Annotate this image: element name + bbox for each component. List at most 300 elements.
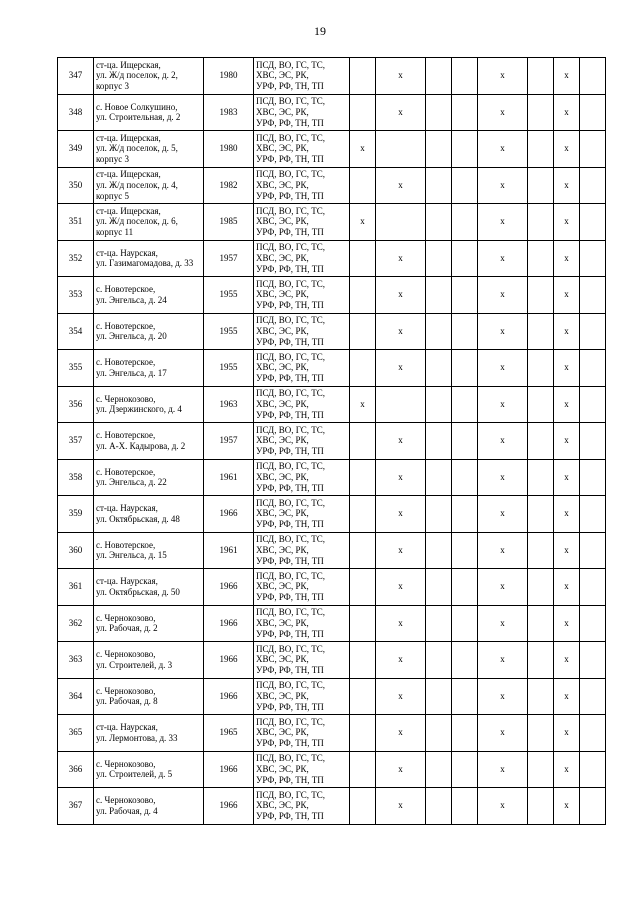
mark-cell — [528, 459, 554, 496]
address-line: корпус 5 — [96, 190, 129, 201]
address-line: ул. Октябрьская, д. 50 — [96, 586, 180, 597]
address-line: ст-ца. Ищерская, — [96, 132, 161, 143]
address-line: ул. Ж/д поселок, д. 6, — [96, 216, 178, 227]
mark-cell — [580, 423, 606, 460]
address-line: ул. Энгельса, д. 20 — [96, 331, 167, 342]
mark-cell: x — [554, 678, 580, 715]
mark-cell — [528, 569, 554, 606]
services-line: ПСД, ВО, ГС, ТС, — [256, 716, 326, 727]
year-cell: 1966 — [204, 569, 254, 606]
services-line: ПСД, ВО, ГС, ТС, — [256, 424, 326, 435]
mark-cell: x — [376, 788, 426, 825]
table-row — [58, 642, 606, 679]
services-line: ХВС, ЭС, РК, — [256, 800, 309, 811]
address-cell — [94, 678, 204, 715]
mark-cell — [452, 350, 478, 387]
services-line: ПСД, ВО, ГС, ТС, — [256, 59, 326, 70]
services-cell — [254, 751, 350, 788]
services-line: ХВС, ЭС, РК, — [256, 508, 309, 519]
address-line: с. Новотерское, — [96, 320, 156, 331]
mark-cell: x — [554, 496, 580, 533]
mark-cell: x — [554, 240, 580, 277]
mark-cell: x — [376, 423, 426, 460]
services-line: УРФ, РФ, ТН, ТП — [256, 555, 324, 566]
mark-cell — [580, 788, 606, 825]
services-line: УРФ, РФ, ТН, ТП — [256, 811, 324, 822]
services-line: ПСД, ВО, ГС, ТС, — [256, 753, 326, 764]
address-line: ул. Дзержинского, д. 4 — [96, 404, 182, 415]
mark-cell — [452, 751, 478, 788]
mark-cell — [426, 496, 452, 533]
table-row — [58, 350, 606, 387]
mark-cell — [528, 423, 554, 460]
mark-cell: x — [376, 496, 426, 533]
mark-cell: x — [554, 94, 580, 131]
address-line: ул. Ж/д поселок, д. 2, — [96, 70, 178, 81]
mark-cell — [426, 240, 452, 277]
mark-cell: x — [478, 496, 528, 533]
row-number: 363 — [58, 642, 94, 679]
services-line: ХВС, ЭС, РК, — [256, 325, 309, 336]
mark-cell — [452, 204, 478, 241]
table-row — [58, 58, 606, 95]
row-number: 357 — [58, 423, 94, 460]
mark-cell: x — [478, 605, 528, 642]
mark-cell: x — [376, 642, 426, 679]
mark-cell: x — [478, 423, 528, 460]
mark-cell — [580, 58, 606, 95]
mark-cell — [426, 277, 452, 314]
row-number: 359 — [58, 496, 94, 533]
services-cell — [254, 459, 350, 496]
address-cell — [94, 532, 204, 569]
services-cell — [254, 94, 350, 131]
address-line: ст-ца. Ищерская, — [96, 205, 161, 216]
mark-cell — [426, 350, 452, 387]
mark-cell: x — [478, 94, 528, 131]
year-cell: 1966 — [204, 642, 254, 679]
services-cell — [254, 58, 350, 95]
address-cell — [94, 751, 204, 788]
address-line: ул. Рабочая, д. 4 — [96, 805, 158, 816]
mark-cell: x — [478, 715, 528, 752]
mark-cell — [580, 386, 606, 423]
mark-cell: x — [554, 204, 580, 241]
mark-cell: x — [478, 204, 528, 241]
mark-cell: x — [350, 204, 376, 241]
address-line: с. Чернокозово, — [96, 649, 156, 660]
address-line: корпус 11 — [96, 227, 134, 238]
mark-cell — [350, 423, 376, 460]
address-line: ст-ца. Наурская, — [96, 722, 158, 733]
services-line: УРФ, РФ, ТН, ТП — [256, 81, 324, 92]
mark-cell: x — [478, 167, 528, 204]
address-line: ул. Газимагомадова, д. 33 — [96, 258, 194, 269]
mark-cell — [426, 532, 452, 569]
services-cell — [254, 788, 350, 825]
mark-cell — [452, 715, 478, 752]
year-cell: 1966 — [204, 751, 254, 788]
address-line: ул. Рабочая, д. 2 — [96, 623, 158, 634]
services-line: УРФ, РФ, ТН, ТП — [256, 628, 324, 639]
mark-cell — [426, 204, 452, 241]
mark-cell: x — [478, 313, 528, 350]
table-row — [58, 131, 606, 168]
year-cell: 1966 — [204, 788, 254, 825]
table-row — [58, 240, 606, 277]
table-row — [58, 605, 606, 642]
row-number: 364 — [58, 678, 94, 715]
mark-cell: x — [554, 277, 580, 314]
services-line: ПСД, ВО, ГС, ТС, — [256, 96, 326, 107]
mark-cell: x — [554, 569, 580, 606]
address-cell — [94, 167, 204, 204]
year-cell: 1955 — [204, 313, 254, 350]
services-line: ПСД, ВО, ГС, ТС, — [256, 351, 326, 362]
mark-cell — [580, 313, 606, 350]
address-line: ст-ца. Наурская, — [96, 576, 158, 587]
address-cell — [94, 788, 204, 825]
address-cell — [94, 715, 204, 752]
address-line: с. Новотерское, — [96, 466, 156, 477]
services-cell — [254, 423, 350, 460]
mark-cell: x — [350, 131, 376, 168]
address-line: ст-ца. Ищерская, — [96, 169, 161, 180]
mark-cell — [528, 496, 554, 533]
mark-cell — [528, 642, 554, 679]
address-line: корпус 3 — [96, 81, 129, 92]
services-cell — [254, 350, 350, 387]
services-line: ХВС, ЭС, РК, — [256, 143, 309, 154]
mark-cell — [452, 496, 478, 533]
mark-cell — [580, 459, 606, 496]
mark-cell: x — [478, 751, 528, 788]
services-line: ПСД, ВО, ГС, ТС, — [256, 278, 326, 289]
mark-cell — [580, 605, 606, 642]
row-number: 355 — [58, 350, 94, 387]
mark-cell — [452, 240, 478, 277]
services-line: УРФ, РФ, ТН, ТП — [256, 482, 324, 493]
mark-cell — [452, 459, 478, 496]
mark-cell: x — [478, 788, 528, 825]
mark-cell: x — [376, 313, 426, 350]
page-number: 19 — [314, 24, 326, 38]
services-line: ХВС, ЭС, РК, — [256, 654, 309, 665]
mark-cell — [452, 277, 478, 314]
services-cell — [254, 167, 350, 204]
row-number: 352 — [58, 240, 94, 277]
mark-cell: x — [554, 131, 580, 168]
mark-cell — [350, 496, 376, 533]
table-row — [58, 788, 606, 825]
mark-cell — [350, 715, 376, 752]
mark-cell — [580, 131, 606, 168]
mark-cell — [426, 715, 452, 752]
address-line: с. Новотерское, — [96, 357, 156, 368]
table-body — [58, 58, 606, 825]
mark-cell: x — [478, 386, 528, 423]
mark-cell — [580, 350, 606, 387]
address-line: с. Чернокозово, — [96, 758, 156, 769]
address-line: ул. Энгельса, д. 24 — [96, 294, 167, 305]
table-row — [58, 459, 606, 496]
address-line: с. Новое Солкушино, — [96, 101, 178, 112]
services-line: ХВС, ЭС, РК, — [256, 398, 309, 409]
row-number: 360 — [58, 532, 94, 569]
services-cell — [254, 605, 350, 642]
mark-cell — [350, 167, 376, 204]
mark-cell: x — [554, 642, 580, 679]
mark-cell — [426, 386, 452, 423]
mark-cell — [452, 167, 478, 204]
mark-cell — [452, 423, 478, 460]
address-line: ст-ца. Наурская, — [96, 247, 158, 258]
mark-cell — [426, 167, 452, 204]
mark-cell — [528, 204, 554, 241]
mark-cell: x — [376, 240, 426, 277]
services-line: УРФ, РФ, ТН, ТП — [256, 701, 324, 712]
mark-cell — [452, 131, 478, 168]
year-cell: 1980 — [204, 131, 254, 168]
address-line: с. Чернокозово, — [96, 393, 156, 404]
mark-cell — [580, 569, 606, 606]
services-cell — [254, 131, 350, 168]
mark-cell: x — [478, 58, 528, 95]
services-line: ПСД, ВО, ГС, ТС, — [256, 607, 326, 618]
table-row — [58, 678, 606, 715]
mark-cell — [350, 94, 376, 131]
address-cell — [94, 496, 204, 533]
mark-cell — [580, 240, 606, 277]
mark-cell — [528, 788, 554, 825]
mark-cell — [426, 58, 452, 95]
row-number: 354 — [58, 313, 94, 350]
mark-cell — [580, 496, 606, 533]
services-line: ХВС, ЭС, РК, — [256, 690, 309, 701]
address-line: с. Новотерское, — [96, 284, 156, 295]
address-line: корпус 3 — [96, 154, 129, 165]
mark-cell: x — [554, 788, 580, 825]
services-line: ПСД, ВО, ГС, ТС, — [256, 315, 326, 326]
address-line: ул. Энгельса, д. 17 — [96, 367, 167, 378]
mark-cell — [376, 204, 426, 241]
mark-cell — [350, 350, 376, 387]
mark-cell: x — [554, 459, 580, 496]
services-line: УРФ, РФ, ТН, ТП — [256, 665, 324, 676]
mark-cell: x — [554, 313, 580, 350]
mark-cell — [452, 386, 478, 423]
address-line: ул. Ж/д поселок, д. 4, — [96, 179, 178, 190]
services-line: ХВС, ЭС, РК, — [256, 289, 309, 300]
address-line: ул. Ж/д поселок, д. 5, — [96, 143, 178, 154]
services-line: ПСД, ВО, ГС, ТС, — [256, 205, 326, 216]
mark-cell — [528, 678, 554, 715]
mark-cell — [350, 277, 376, 314]
services-line: ПСД, ВО, ГС, ТС, — [256, 388, 326, 399]
services-line: ПСД, ВО, ГС, ТС, — [256, 534, 326, 545]
mark-cell: x — [478, 532, 528, 569]
mark-cell — [452, 313, 478, 350]
mark-cell: x — [554, 423, 580, 460]
services-cell — [254, 240, 350, 277]
address-line: ст-ца. Ищерская, — [96, 59, 161, 70]
services-line: УРФ, РФ, ТН, ТП — [256, 446, 324, 457]
mark-cell — [350, 58, 376, 95]
services-line: УРФ, РФ, ТН, ТП — [256, 592, 324, 603]
mark-cell — [528, 94, 554, 131]
services-line: ХВС, ЭС, РК, — [256, 763, 309, 774]
mark-cell — [528, 58, 554, 95]
services-line: ПСД, ВО, ГС, ТС, — [256, 643, 326, 654]
services-line: ХВС, ЭС, РК, — [256, 362, 309, 373]
address-cell — [94, 459, 204, 496]
services-line: УРФ, РФ, ТН, ТП — [256, 409, 324, 420]
address-line: ул. Лермонтова, д. 33 — [96, 732, 178, 743]
services-cell — [254, 642, 350, 679]
services-line: УРФ, РФ, ТН, ТП — [256, 738, 324, 749]
mark-cell: x — [554, 167, 580, 204]
services-line: ПСД, ВО, ГС, ТС, — [256, 570, 326, 581]
year-cell: 1957 — [204, 423, 254, 460]
mark-cell: x — [478, 240, 528, 277]
table-row — [58, 569, 606, 606]
services-line: ХВС, ЭС, РК, — [256, 617, 309, 628]
mark-cell: x — [554, 386, 580, 423]
services-line: ХВС, ЭС, РК, — [256, 179, 309, 190]
table-row — [58, 313, 606, 350]
mark-cell: x — [554, 605, 580, 642]
mark-cell — [580, 751, 606, 788]
year-cell: 1966 — [204, 496, 254, 533]
row-number: 361 — [58, 569, 94, 606]
year-cell: 1985 — [204, 204, 254, 241]
mark-cell — [580, 167, 606, 204]
mark-cell: x — [554, 58, 580, 95]
services-cell — [254, 569, 350, 606]
table-row — [58, 386, 606, 423]
mark-cell — [350, 605, 376, 642]
mark-cell: x — [376, 459, 426, 496]
address-cell — [94, 94, 204, 131]
row-number: 349 — [58, 131, 94, 168]
mark-cell — [580, 94, 606, 131]
row-number: 356 — [58, 386, 94, 423]
year-cell: 1955 — [204, 277, 254, 314]
services-line: ПСД, ВО, ГС, ТС, — [256, 461, 326, 472]
services-cell — [254, 277, 350, 314]
mark-cell: x — [478, 350, 528, 387]
services-cell — [254, 715, 350, 752]
mark-cell — [452, 58, 478, 95]
row-number: 347 — [58, 58, 94, 95]
mark-cell — [350, 751, 376, 788]
table-row — [58, 204, 606, 241]
services-line: УРФ, РФ, ТН, ТП — [256, 154, 324, 165]
services-line: ХВС, ЭС, РК, — [256, 216, 309, 227]
mark-cell — [350, 459, 376, 496]
mark-cell — [528, 313, 554, 350]
mark-cell — [426, 423, 452, 460]
address-line: ул. Октябрьская, д. 48 — [96, 513, 180, 524]
services-line: УРФ, РФ, ТН, ТП — [256, 300, 324, 311]
services-cell — [254, 532, 350, 569]
mark-cell — [580, 678, 606, 715]
services-line: ПСД, ВО, ГС, ТС, — [256, 680, 326, 691]
mark-cell: x — [478, 131, 528, 168]
row-number: 350 — [58, 167, 94, 204]
mark-cell — [452, 788, 478, 825]
mark-cell: x — [554, 715, 580, 752]
mark-cell: x — [376, 751, 426, 788]
mark-cell: x — [478, 459, 528, 496]
services-line: ХВС, ЭС, РК, — [256, 727, 309, 738]
mark-cell — [528, 277, 554, 314]
mark-cell: x — [376, 605, 426, 642]
year-cell: 1965 — [204, 715, 254, 752]
mark-cell: x — [478, 277, 528, 314]
row-number: 353 — [58, 277, 94, 314]
address-cell — [94, 204, 204, 241]
services-line: УРФ, РФ, ТН, ТП — [256, 227, 324, 238]
services-line: ХВС, ЭС, РК, — [256, 544, 309, 555]
address-line: ст-ца. Наурская, — [96, 503, 158, 514]
mark-cell: x — [376, 532, 426, 569]
year-cell: 1963 — [204, 386, 254, 423]
mark-cell: x — [376, 678, 426, 715]
row-number: 351 — [58, 204, 94, 241]
services-line: ХВС, ЭС, РК, — [256, 106, 309, 117]
year-cell: 1957 — [204, 240, 254, 277]
mark-cell — [426, 313, 452, 350]
row-number: 358 — [58, 459, 94, 496]
row-number: 365 — [58, 715, 94, 752]
services-line: УРФ, РФ, ТН, ТП — [256, 373, 324, 384]
mark-cell — [528, 240, 554, 277]
mark-cell: x — [376, 277, 426, 314]
table-row — [58, 715, 606, 752]
mark-cell — [426, 605, 452, 642]
table-row — [58, 423, 606, 460]
services-line: ПСД, ВО, ГС, ТС, — [256, 132, 326, 143]
services-line: УРФ, РФ, ТН, ТП — [256, 774, 324, 785]
table-row — [58, 496, 606, 533]
year-cell: 1961 — [204, 459, 254, 496]
mark-cell: x — [376, 350, 426, 387]
year-cell: 1982 — [204, 167, 254, 204]
mark-cell: x — [376, 167, 426, 204]
address-cell — [94, 386, 204, 423]
services-cell — [254, 496, 350, 533]
mark-cell — [350, 788, 376, 825]
address-cell — [94, 350, 204, 387]
address-line: с. Новотерское, — [96, 430, 156, 441]
row-number: 362 — [58, 605, 94, 642]
services-line: УРФ, РФ, ТН, ТП — [256, 117, 324, 128]
mark-cell — [426, 131, 452, 168]
mark-cell — [580, 715, 606, 752]
mark-cell — [376, 386, 426, 423]
mark-cell — [350, 240, 376, 277]
mark-cell — [452, 605, 478, 642]
mark-cell — [350, 642, 376, 679]
year-cell: 1955 — [204, 350, 254, 387]
year-cell: 1966 — [204, 678, 254, 715]
table-row — [58, 277, 606, 314]
services-line: ПСД, ВО, ГС, ТС, — [256, 242, 326, 253]
services-line: ХВС, ЭС, РК, — [256, 435, 309, 446]
mark-cell: x — [376, 715, 426, 752]
services-line: ХВС, ЭС, РК, — [256, 471, 309, 482]
